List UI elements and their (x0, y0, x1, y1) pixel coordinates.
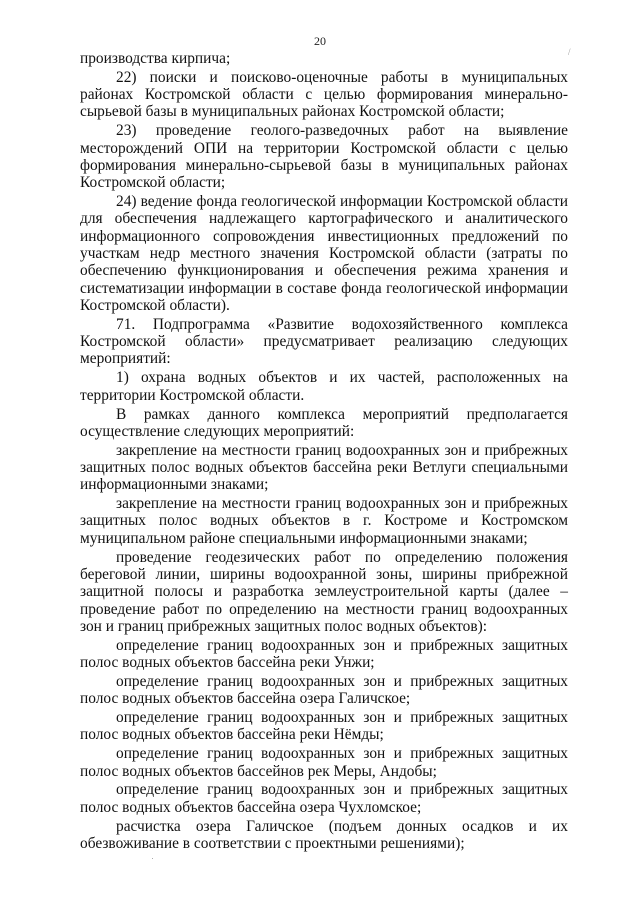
scan-artifact (152, 858, 153, 859)
document-body (80, 50, 568, 854)
paragraph-vetluga-signs: закрепление на местности границ водоохранных зон и прибрежных защитных полос водных объектов бассейна реки Ветлуги специальными информационными знаками; (80, 441, 568, 494)
paragraph-nemda: определение границ водоохранных зон и прибрежных защитных полос водных объектов бассейна реки Нёмды; (80, 709, 568, 744)
paragraph-geodetic-works: проведение геодезических работ по определению положения береговой линии, ширины водоохранной зоны, ширины прибрежной защитной полосы и разработка землеустроительной карты (далее – проведение работ по определению на местности границ водоохранных зон и границ прибрежных защитных полос водных объектов): (80, 548, 568, 635)
scan-mark: / (568, 47, 571, 57)
paragraph-lake-cleaning: расчистка озера Галичское (подъем донных осадков и их обезвоживание в соответствии с проектными решениями); (80, 817, 568, 852)
paragraph-71-subprogram: 71. Подпрограмма «Развитие водохозяйственного комплекса Костромской области» предусматривает реализацию следующих мероприятий: (80, 315, 568, 368)
page-number: 20 (314, 34, 326, 48)
paragraph-item-22: 22) поиски и поисково-оценочные работы в муниципальных районах Костромской области с целью формирования минерально-сырьевой базы в муниципальных районах Костромской области; (80, 68, 568, 121)
paragraph-chukhlomskoe: определение границ водоохранных зон и прибрежных защитных полос водных объектов бассейна озера Чухломское; (80, 781, 568, 816)
paragraph-item-24: 24) ведение фонда геологической информации Костромской области для обеспечения надлежащего картографического и аналитического информационного сопровождения инвестиционных предложений по участкам недр местного значения Костромской области (затраты по обеспечению функционирования и обеспечения режима хранения и систематизации информации в составе фонда геологической информации Костромской области). (80, 193, 568, 314)
paragraph-1: производства кирпича; (80, 50, 231, 67)
paragraph-unzha: определение границ водоохранных зон и прибрежных защитных полос водных объектов бассейна реки Унжи; (80, 636, 568, 672)
paragraph-kostroma-signs: закрепление на местности границ водоохранных зон и прибрежных защитных полос водных объектов в г. Костроме и Костромском муниципальном районе специальными информационными знаками; (80, 495, 568, 547)
paragraph-item-23: 23) проведение геолого-разведочных работ на выявление месторождений ОПИ на территории Костромской области с целью формирования минерально-сырьевой базы в муниципальных районах Костромской области; (80, 122, 568, 192)
paragraph-water-protection: 1) охрана водных объектов и их частей, расположенных на территории Костромской области. (80, 369, 568, 404)
paragraph-mera-andoba: определение границ водоохранных зон и прибрежных защитных полос водных объектов бассейнов рек Меры, Андобы; (80, 745, 568, 780)
paragraph-activities-intro: В рамках данного комплекса мероприятий предполагается осуществление следующих мероприятий: (80, 405, 568, 440)
paragraph-galichskoe: определение границ водоохранных зон и прибрежных защитных полос водных объектов бассейна озера Галичское; (80, 672, 568, 708)
